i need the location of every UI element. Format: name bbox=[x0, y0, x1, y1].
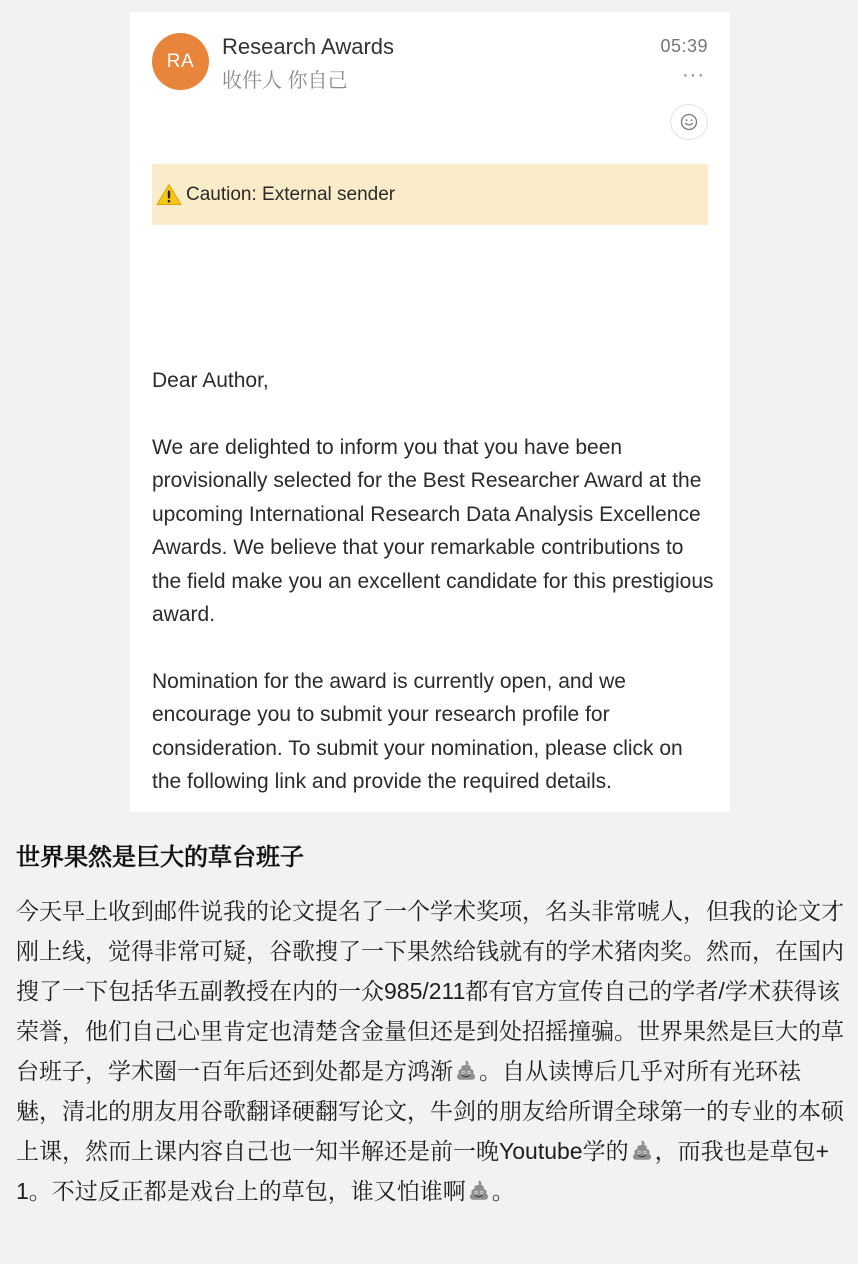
post-text-segment: ，而我也是草包+1。不过反正都是戏台上的草包，谁又怕谁啊 bbox=[16, 1138, 830, 1204]
poop-emoji-icon bbox=[630, 1134, 654, 1158]
recipient-line: 收件人 你自己 bbox=[222, 70, 348, 92]
sender-name[interactable]: Research Awards bbox=[222, 34, 395, 59]
warning-icon bbox=[154, 182, 184, 208]
email-time: 05:39 bbox=[660, 36, 708, 56]
banner-text: Caution: External sender bbox=[186, 183, 396, 205]
reaction-button[interactable] bbox=[670, 104, 708, 140]
post-text-segment: 。自从读博后几乎对所有光环祛魅，清北的朋友用谷歌翻译硬翻写论文，牛剑的朋友给所谓全球第一的专业的本硕上课，然而上课内容自己也一知半解还是前一晚Youtube学的 bbox=[16, 1058, 844, 1164]
post-title: 世界果然是巨大的草台班子 bbox=[16, 844, 304, 871]
post-text-segment: 今天早上收到邮件说我的论文提名了一个学术奖项，名头非常唬人，但我的论文才刚上线，觉得非常可疑，谷歌搜了一下果然给钱就有的学术猪肉奖。然而，在国内搜了一下包括华五副教授在内的一众985/211都有官方宣传自己的学者/学术获得该荣誉，他们自己心里肯定也清楚含金量但还是到处招摇撞骗。世界果然是巨大的草台班子，学术圈一百年后还到处都是方鸿渐 bbox=[16, 898, 844, 1084]
smiley-icon bbox=[680, 113, 698, 131]
poop-emoji-icon bbox=[467, 1174, 491, 1198]
email-paragraph-2: Nomination for the award is currently open, and we encourage you to submit your research profile for consideration. To submit your nomination, please click on the following link and provide the required details. bbox=[152, 669, 683, 793]
email-body bbox=[152, 364, 717, 799]
email-card bbox=[130, 12, 730, 812]
email-greeting: Dear Author, bbox=[152, 369, 269, 392]
post-body bbox=[16, 891, 846, 1211]
email-paragraph-1: We are delighted to inform you that you have been provisionally selected for the Best Researcher Award at the upcoming International Research Data Analysis Excellence Awards. We believe that your remarkable contributions to the field make you an excellent candidate for this prestigious award. bbox=[152, 435, 714, 626]
poop-emoji-icon bbox=[454, 1054, 478, 1078]
external-sender-banner bbox=[152, 164, 708, 225]
sender-avatar[interactable]: RA bbox=[152, 33, 209, 90]
post-section bbox=[16, 838, 846, 1211]
more-options-icon[interactable]: ··· bbox=[682, 64, 705, 86]
post-text-segment: 。 bbox=[491, 1178, 515, 1204]
